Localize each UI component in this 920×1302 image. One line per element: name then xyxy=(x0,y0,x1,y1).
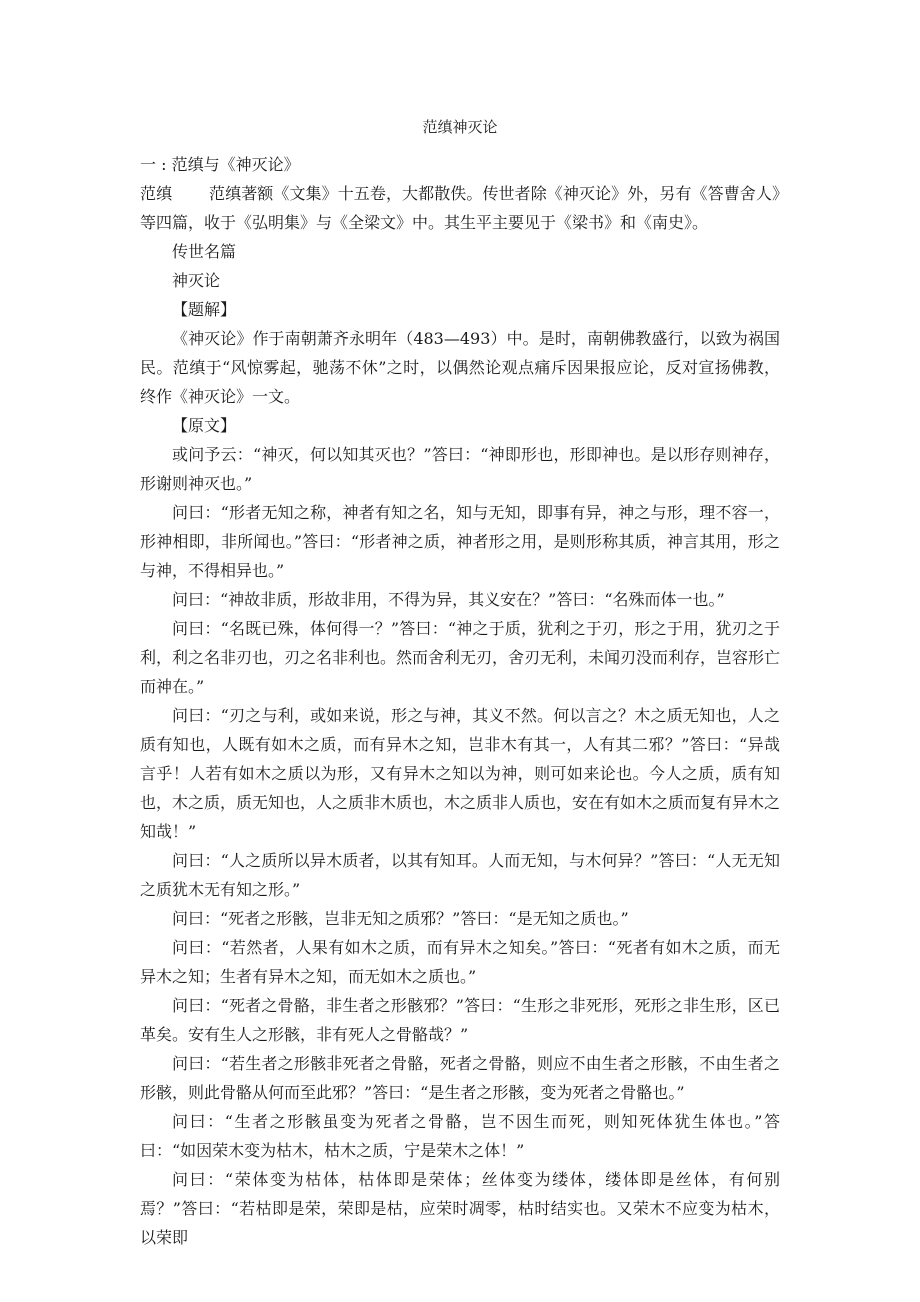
dialogue-paragraph: 问曰：“若然者，人果有如木之质，而有异木之知矣。”答曰：“死者有如木之质，而无异木之知；生者有异木之知，而无如木之质也。” xyxy=(140,938,780,986)
dialogue-paragraph: 问曰：“刃之与利，或如来说，形之与神，其义不然。何以言之？木之质无知也，人之质有知也，人既有如木之质，而有异木之知，岂非木有其一，人有其二邪？”答曰：“异哉言乎！人若有如木之质以为形，又有异木之知以为神，则可如来论也。今人之质，质有知也，木之质，质无知也，人之质非木质也，木之质非人质也，安在有如木之质而复有异木之知哉！” xyxy=(140,706,781,841)
work-title: 神灭论 xyxy=(172,271,221,290)
dialogue-paragraph: 问曰：“生者之形骸虽变为死者之骨骼，岂不因生而死，则知死体犹生体也。”答曰：“如因荣木变为枯木，枯木之质，宁是荣木之体！” xyxy=(140,1112,780,1160)
intro-paragraph xyxy=(140,179,780,237)
section-heading: 一 : 范缜与《神灭论》 xyxy=(140,155,300,174)
intro-text: 范缜著额《文集》十五卷，大都散佚。传世者除《神灭论》外，另有《答曹舍人》等四篇，收于《弘明集》与《全梁文》中。其生平主要见于《梁书》和《南史》。 xyxy=(140,184,780,232)
document-body xyxy=(140,150,780,1252)
dialogue-paragraph: 问曰：“神故非质，形故非用，不得为异，其义安在？”答曰：“名殊而体一也。” xyxy=(172,590,725,609)
dialogue-paragraph: 问曰：“形者无知之称，神者有知之名，知与无知，即事有异，神之与形，理不容一，形神相即，非所闻也。”答曰：“形者神之质，神者形之用，是则形称其质，神言其用，形之与神，不得相异也。” xyxy=(140,503,780,580)
intro-name: 范缜 xyxy=(140,184,173,203)
tijie-label: 【题解】 xyxy=(172,300,237,319)
document-title: 范缜神灭论 xyxy=(422,118,498,136)
dialogue-paragraph: 问曰：“死者之骨骼，非生者之形骸邪？”答曰：“生形之非死形，死形之非生形，区已革矣。安有生人之形骸，非有死人之骨骼哉？” xyxy=(140,996,780,1044)
dialogue-paragraph: 或问予云：“神灭，何以知其灭也？”答曰：“神即形也，形即神也。是以形存则神存，形谢则神灭也。” xyxy=(140,445,780,493)
tijie-paragraph: 《神灭论》作于南朝萧齐永明年（483—493）中。是时，南朝佛教盛行，以致为祸国民。范缜于“风惊雾起，驰荡不休”之时，以偶然论观点痛斥因果报应论，反对宣扬佛教，终作《神灭论》一文。 xyxy=(140,329,780,406)
dialogue-paragraph: 问曰：“死者之形骸，岂非无知之质邪？”答曰：“是无知之质也。” xyxy=(172,909,629,928)
dialogue-paragraph: 问曰：“若生者之形骸非死者之骨骼，死者之骨骼，则应不由生者之形骸，不由生者之形骸，则此骨骼从何而至此邪？”答曰：“是生者之形骸，变为死者之骨骼也。” xyxy=(140,1054,780,1102)
dialogue-paragraph: 问曰：“荣体变为枯体，枯体即是荣体；丝体变为缕体，缕体即是丝体，有何别焉？”答曰：“若枯即是荣，荣即是枯，应荣时凋零，枯时结实也。又荣木不应变为枯木，以荣即 xyxy=(140,1170,780,1247)
dialogue-paragraph: 问曰：“人之质所以异木质者，以其有知耳。人而无知，与木何异？”答曰：“人无无知之质犹木无有知之形。” xyxy=(140,851,780,899)
yuanwen-label: 【原文】 xyxy=(172,416,237,435)
famous-works-label: 传世名篇 xyxy=(172,242,237,261)
dialogue-paragraph: 问曰：“名既已殊，体何得一？”答曰：“神之于质，犹利之于刃，形之于用，犹刃之于利，利之名非刃也，刃之名非利也。然而舍利无刃，舍刃无利，未闻刃没而利存，岂容形亡而神在。” xyxy=(140,619,781,696)
